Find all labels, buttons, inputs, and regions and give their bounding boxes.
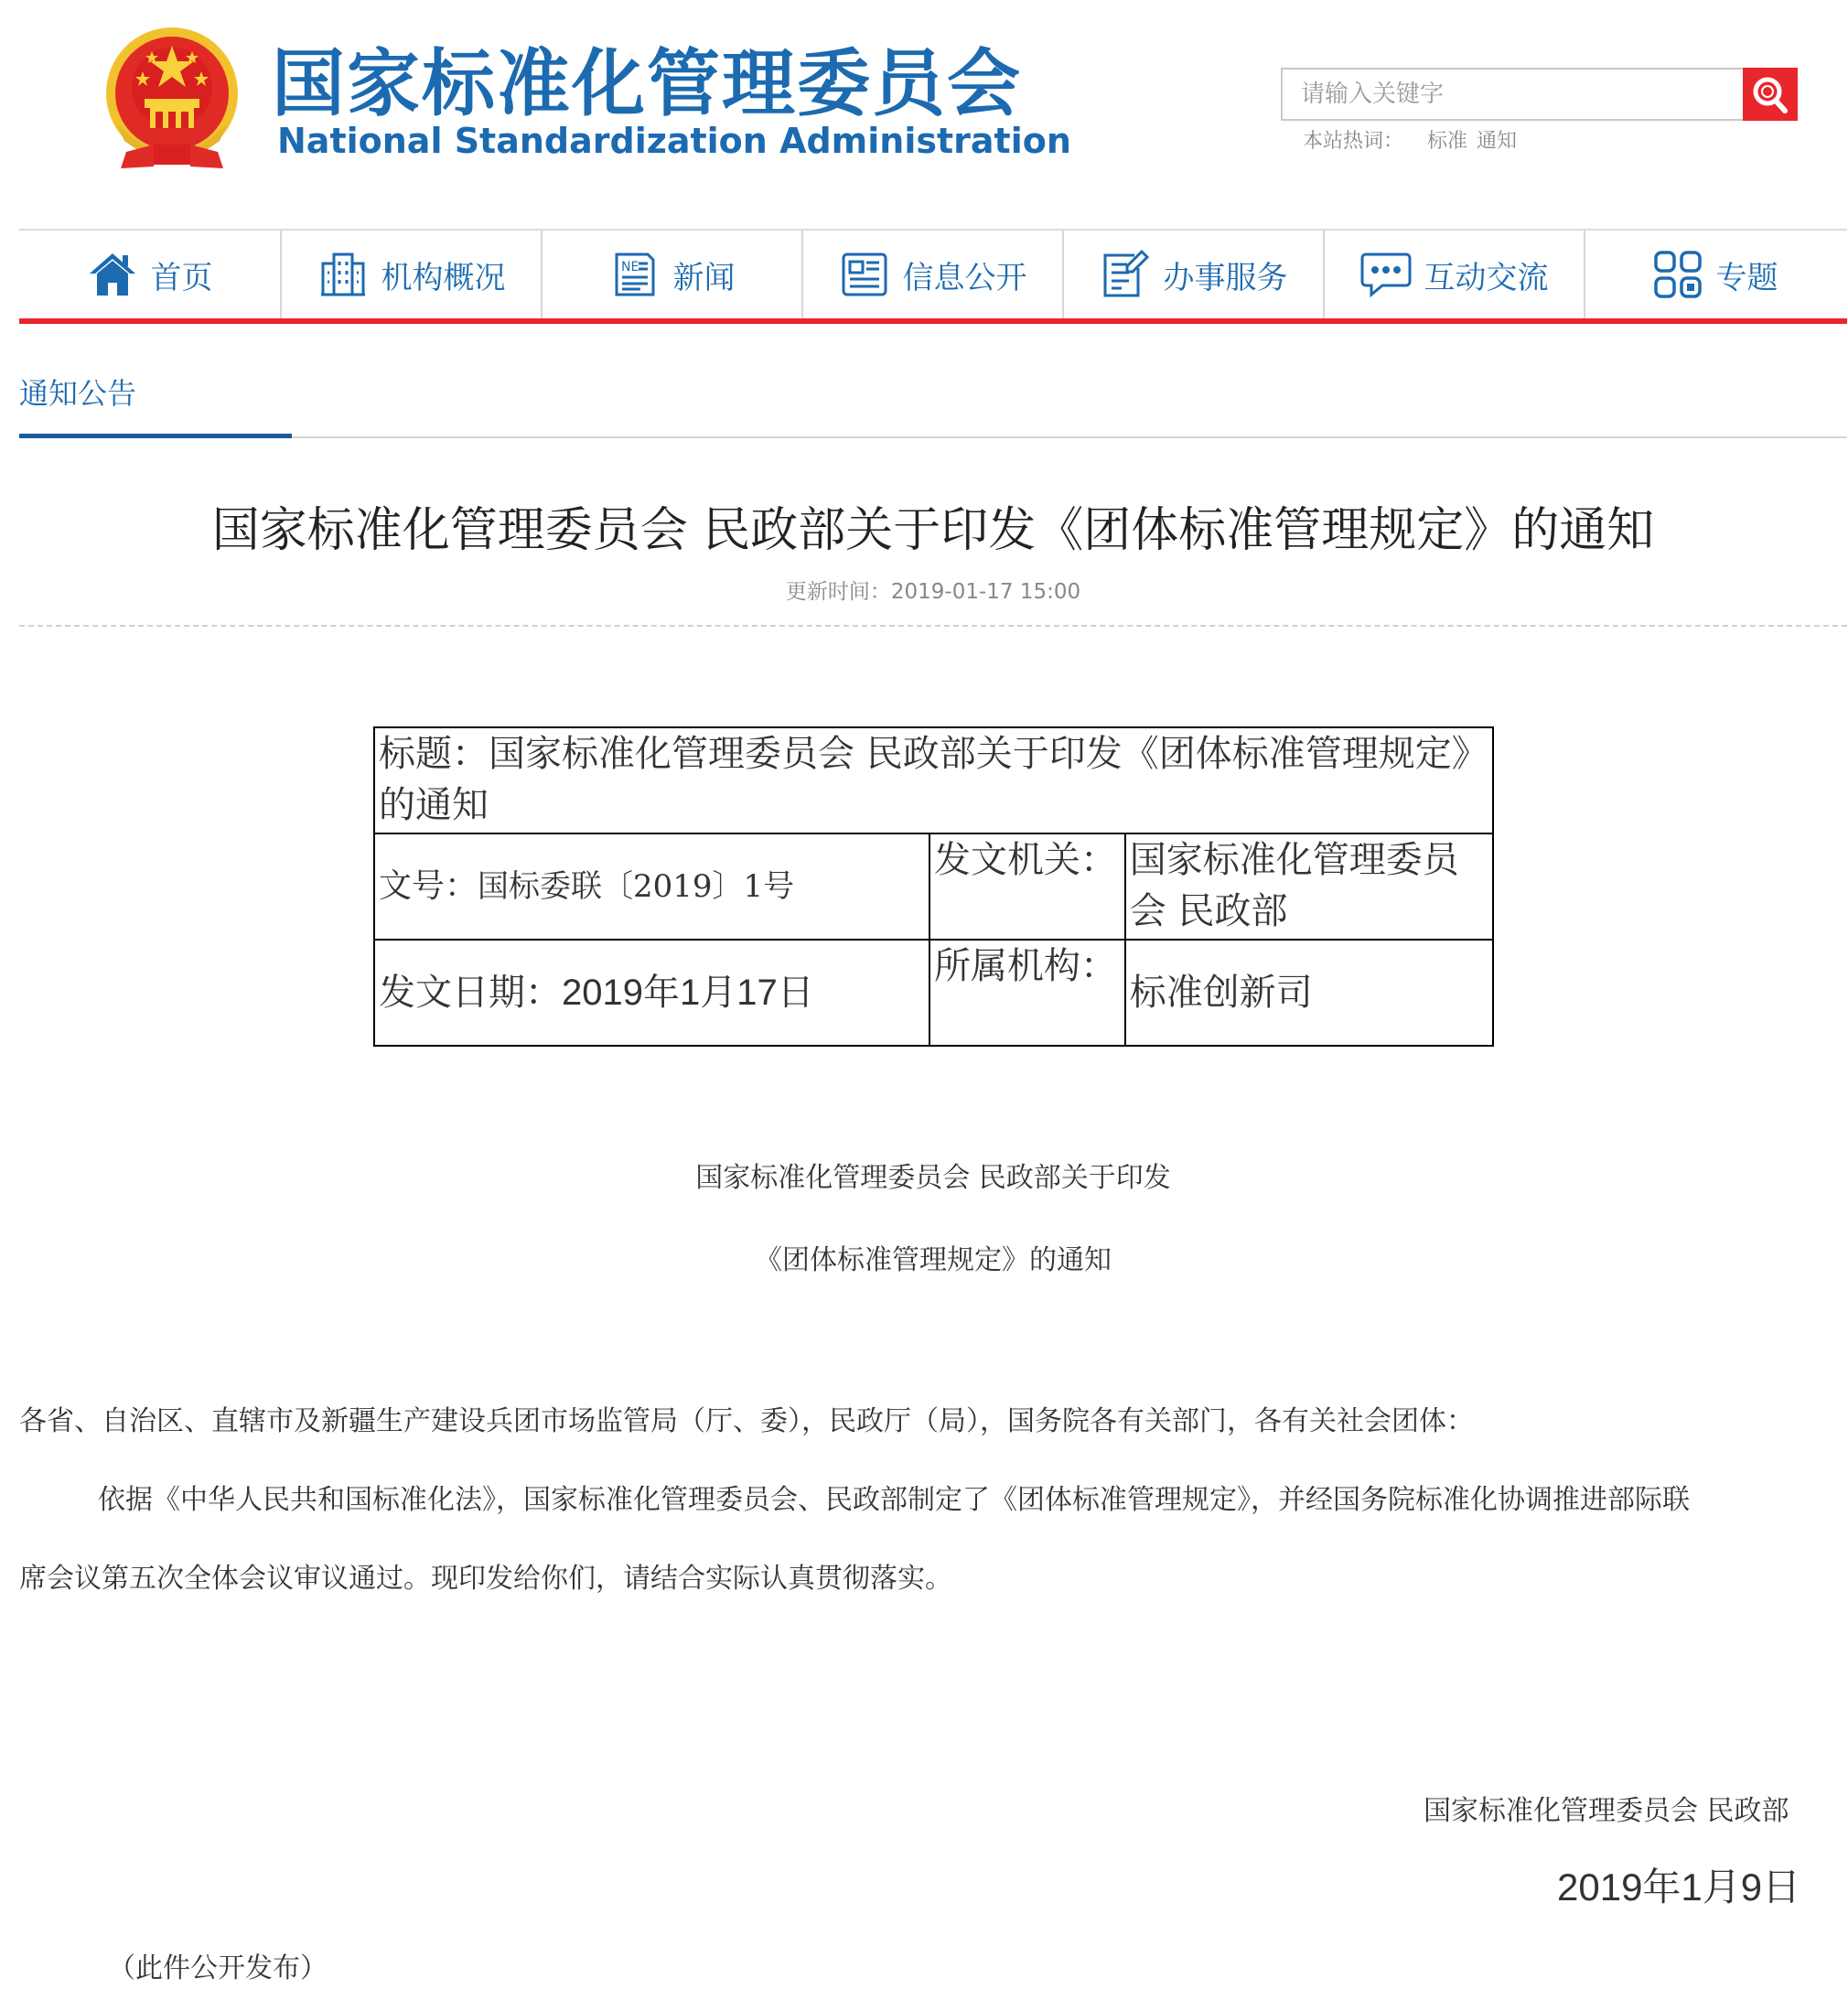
document-info-table: [373, 726, 1494, 1047]
publish-note: （此件公开发布）: [108, 1952, 328, 1984]
nav-item-interaction[interactable]: [1323, 231, 1584, 318]
svg-text:NE: NE: [620, 260, 639, 274]
home-icon: [87, 249, 138, 300]
issuer-value: 国家标准化管理委员会 民政部: [1129, 839, 1459, 932]
form-edit-icon: [1100, 249, 1151, 300]
issuer-label: 发文机关：: [934, 839, 1118, 881]
search-icon: [1743, 68, 1798, 121]
nav-label: 新闻: [672, 259, 736, 296]
salutation: 各省、自治区、直辖市及新疆生产建设兵团市场监管局（厅、委），民政厅（局），国务院各有关部门，各有关社会团体：: [19, 1405, 1474, 1437]
section-divider: [19, 436, 1847, 438]
info-board-icon: [839, 249, 890, 300]
hot-word-link[interactable]: 通知: [1477, 130, 1518, 153]
dept-value-cell: [1125, 940, 1493, 1046]
section-tab-underline: [19, 434, 292, 438]
section-tab-notices[interactable]: 通知公告: [19, 376, 137, 411]
site-title: 国家标准化管理委员会: [272, 41, 1022, 126]
title-value: 国家标准化管理委员会 民政部关于印发《团体标准管理规定》的通知: [379, 733, 1488, 826]
nav-item-info-public[interactable]: [801, 231, 1062, 318]
title-label: 标题：: [379, 733, 489, 775]
nav-item-topics[interactable]: [1584, 231, 1844, 318]
dept-value: 标准创新司: [1129, 972, 1313, 1014]
hot-words-label: 本站热词：: [1303, 130, 1404, 153]
nav-label: 机构概况: [381, 259, 506, 296]
article-title: 国家标准化管理委员会 民政部关于印发《团体标准管理规定》的通知: [211, 503, 1655, 558]
nav-label: 首页: [150, 259, 213, 296]
dept-label-cell: [929, 940, 1125, 1046]
update-time: 更新时间：2019-01-17 15:00: [785, 580, 1081, 604]
title-cell: [374, 727, 1493, 833]
document-heading-line2: 《团体标准管理规定》的通知: [755, 1244, 1112, 1276]
nav-item-services[interactable]: [1062, 231, 1323, 318]
main-nav: [19, 229, 1847, 324]
date-value: 2019年1月17日: [562, 973, 814, 1013]
document-heading-line1: 国家标准化管理委员会 民政部关于印发: [695, 1162, 1171, 1194]
nav-label: 信息公开: [902, 259, 1027, 296]
search-input[interactable]: [1283, 70, 1740, 119]
search-box: [1281, 68, 1796, 121]
paragraph-line: 席会议第五次全体会议审议通过。现印发给你们，请结合实际认真贯彻落实。: [19, 1563, 952, 1595]
doc-no-value: 国标委联〔2019〕1号: [478, 868, 795, 905]
newspaper-icon: [609, 249, 661, 300]
signer: 国家标准化管理委员会 民政部: [1424, 1795, 1789, 1827]
site-subtitle: National Standardization Administration: [277, 121, 1071, 161]
doc-no-cell: [374, 833, 929, 940]
nav-item-about[interactable]: [280, 231, 541, 318]
dept-label: 所属机构：: [934, 945, 1118, 987]
grid-apps-icon: [1652, 249, 1703, 300]
paragraph-line: 依据《中华人民共和国标准化法》，国家标准化管理委员会、民政部制定了《团体标准管理规定》，并经国务院标准化协调推进部际联: [98, 1484, 1690, 1516]
sign-date: 2019年1月9日: [1557, 1866, 1801, 1909]
nav-item-news[interactable]: [541, 231, 801, 318]
hot-word-link[interactable]: 标准: [1427, 130, 1468, 153]
building-icon: [317, 249, 369, 300]
issuer-value-cell: [1125, 833, 1493, 940]
date-cell: [374, 940, 929, 1046]
national-emblem-icon: [99, 24, 245, 172]
doc-no-label: 文号：: [379, 867, 478, 905]
date-label: 发文日期：: [379, 972, 562, 1014]
chat-bubble-icon: [1360, 249, 1412, 300]
nav-item-home[interactable]: [19, 231, 280, 318]
dashed-divider: [19, 625, 1847, 627]
search-button[interactable]: [1743, 68, 1798, 121]
nav-label: 办事服务: [1163, 259, 1288, 296]
nav-label: 互动交流: [1424, 259, 1549, 296]
nav-label: 专题: [1715, 259, 1778, 296]
hot-words: [1303, 128, 1526, 156]
issuer-label-cell: [929, 833, 1125, 940]
